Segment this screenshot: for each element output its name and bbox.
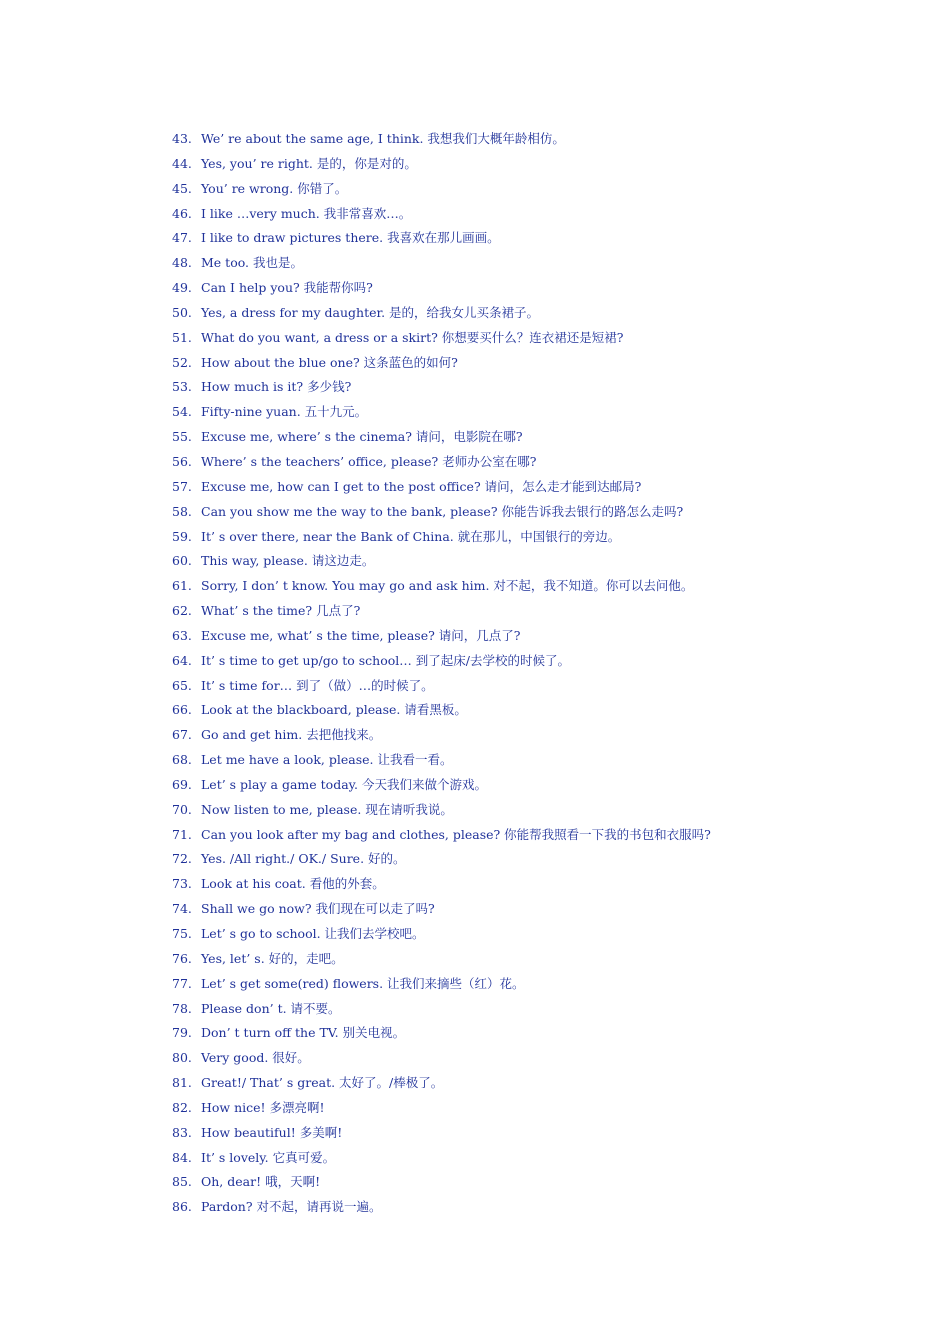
list-item [172,1121,912,1146]
item-number: 44. [172,155,192,171]
item-number: 70. [172,801,192,817]
item-number: 79. [172,1025,192,1041]
item-text: Can you look after my bag and clothes, please? 你能帮我照看一下我的书包和衣服吗? [201,826,711,842]
list-item [172,599,912,624]
item-text: I like to draw pictures there. 我喜欢在那儿画画。 [201,230,500,246]
item-text: It’ s over there, near the Bank of China. 就在那儿，中国银行的旁边。 [201,528,621,544]
item-number: 75. [172,926,192,941]
list-item [172,450,912,475]
item-text: I like …very much. 我非常喜欢…。 [201,205,412,221]
item-number: 50. [172,304,192,320]
item-number: 53. [172,379,192,395]
phrase-list [172,127,912,1220]
list-item [172,674,912,699]
item-text: What’ s the time? 几点了? [201,603,361,619]
item-number: 84. [172,1149,192,1165]
list-item [172,823,912,848]
item-number: 63. [172,627,192,643]
list-item [172,1195,912,1220]
item-number: 65. [172,677,192,693]
item-number: 83. [172,1124,192,1140]
item-text: Let’ s get some(red) flowers. 让我们来摘些（红）花。 [201,975,525,991]
item-text: Let me have a look, please. 让我看一看。 [201,752,453,768]
item-number: 72. [172,851,192,867]
item-number: 57. [172,478,192,494]
item-text: Let’ s go to school. 让我们去学校吧。 [201,926,425,941]
list-item [172,351,912,376]
list-item [172,400,912,425]
list-item [172,1046,912,1071]
item-number: 74. [172,901,192,917]
item-text: Look at his coat. 看他的外套。 [201,876,385,892]
list-item [172,698,912,723]
item-text: Excuse me, where’ s the cinema? 请问，电影院在哪? [201,429,523,445]
list-item [172,1146,912,1171]
item-text: Yes. /All right./ OK./ Sure. 好的。 [201,851,406,867]
item-number: 85. [172,1174,192,1190]
item-number: 48. [172,255,192,271]
list-item [172,649,912,674]
list-item [172,922,912,947]
list-item [172,574,912,599]
list-item [172,475,912,500]
item-text: Me too. 我也是。 [201,255,303,271]
list-item [172,847,912,872]
item-text: It’ s lovely. 它真可爱。 [201,1149,336,1165]
list-item [172,226,912,251]
item-text: Please don’ t. 请不要。 [201,1000,341,1016]
item-text: It’ s time to get up/go to school… 到了起床/去学校的时候了。 [201,652,570,668]
list-item [172,798,912,823]
item-text: Sorry, I don’ t know. You may go and ask him. 对不起，我不知道。你可以去问他。 [201,578,694,594]
list-item [172,276,912,301]
item-number: 86. [172,1199,192,1215]
item-text: Fifty-nine yuan. 五十九元。 [201,404,368,420]
item-number: 81. [172,1075,192,1091]
item-text: Pardon? 对不起，请再说一遍。 [201,1199,382,1215]
list-item [172,500,912,525]
item-number: 76. [172,950,192,966]
item-text: Shall we go now? 我们现在可以走了吗? [201,901,435,917]
item-number: 60. [172,553,192,569]
item-number: 62. [172,603,192,619]
item-number: 45. [172,180,192,196]
item-text: Very good. 很好。 [201,1050,310,1066]
item-text: Excuse me, how can I get to the post office? 请问，怎么走才能到达邮局? [201,478,642,494]
item-text: How much is it? 多少钱? [201,379,352,395]
list-item [172,748,912,773]
item-text: Where’ s the teachers’ office, please? 老师办公室在哪? [201,453,537,469]
item-number: 51. [172,329,192,345]
item-text: Yes, a dress for my daughter. 是的，给我女儿买条裙子。 [201,304,540,320]
list-item [172,177,912,202]
list-item [172,773,912,798]
item-number: 52. [172,354,192,370]
list-item [172,947,912,972]
list-item [172,202,912,227]
list-item [172,251,912,276]
item-number: 64. [172,652,192,668]
list-item [172,326,912,351]
list-item [172,1170,912,1195]
item-number: 82. [172,1099,192,1115]
item-text: This way, please. 请这边走。 [201,553,375,569]
item-text: You’ re wrong. 你错了。 [201,180,348,196]
item-number: 73. [172,876,192,892]
item-text: How beautiful! 多美啊! [201,1124,343,1140]
list-item [172,301,912,326]
list-item [172,997,912,1022]
item-text: Yes, let’ s. 好的，走吧。 [201,950,344,966]
item-text: How about the blue one? 这条蓝色的如何? [201,354,458,370]
item-number: 80. [172,1050,192,1066]
item-number: 46. [172,205,192,221]
item-number: 59. [172,528,192,544]
item-text: We’ re about the same age, I think. 我想我们大概年龄相仿。 [201,131,565,146]
list-item [172,1021,912,1046]
item-number: 47. [172,230,192,246]
item-number: 69. [172,776,192,792]
item-number: 71. [172,826,192,842]
item-text: Great!/ That’ s great. 太好了。/棒极了。 [201,1075,444,1091]
item-number: 58. [172,503,192,519]
item-number: 67. [172,727,192,743]
item-text: What do you want, a dress or a skirt? 你想要买什么？连衣裙还是短裙? [201,329,624,345]
list-item [172,525,912,550]
item-text: It’ s time for… 到了（做）…的时候了。 [201,677,434,693]
item-text: Can you show me the way to the bank, please? 你能告诉我去银行的路怎么走吗? [201,503,684,519]
item-number: 78. [172,1000,192,1016]
item-number: 77. [172,975,192,991]
item-number: 54. [172,404,192,420]
item-number: 66. [172,702,192,718]
item-text: Now listen to me, please. 现在请听我说。 [201,801,453,817]
item-text: Yes, you’ re right. 是的，你是对的。 [201,155,417,171]
item-number: 49. [172,280,192,296]
item-number: 61. [172,578,192,594]
item-text: How nice! 多漂亮啊! [201,1099,325,1115]
list-item [172,897,912,922]
item-text: Excuse me, what’ s the time, please? 请问，几点了? [201,627,521,643]
list-item [172,375,912,400]
list-item [172,723,912,748]
item-text: Oh, dear! 哦，天啊! [201,1174,321,1190]
list-item [172,624,912,649]
item-number: 56. [172,453,192,469]
list-item [172,549,912,574]
list-item [172,425,912,450]
list-item [172,127,912,152]
item-text: Don’ t turn off the TV. 别关电视。 [201,1025,406,1041]
item-text: Can I help you? 我能帮你吗? [201,280,373,296]
item-number: 55. [172,429,192,445]
item-number: 43. [172,131,192,146]
list-item [172,1071,912,1096]
item-text: Go and get him. 去把他找来。 [201,727,382,743]
list-item [172,972,912,997]
item-number: 68. [172,752,192,768]
list-item [172,1096,912,1121]
item-text: Look at the blackboard, please. 请看黑板。 [201,702,467,718]
item-text: Let’ s play a game today. 今天我们来做个游戏。 [201,776,487,792]
list-item [172,152,912,177]
list-item [172,872,912,897]
